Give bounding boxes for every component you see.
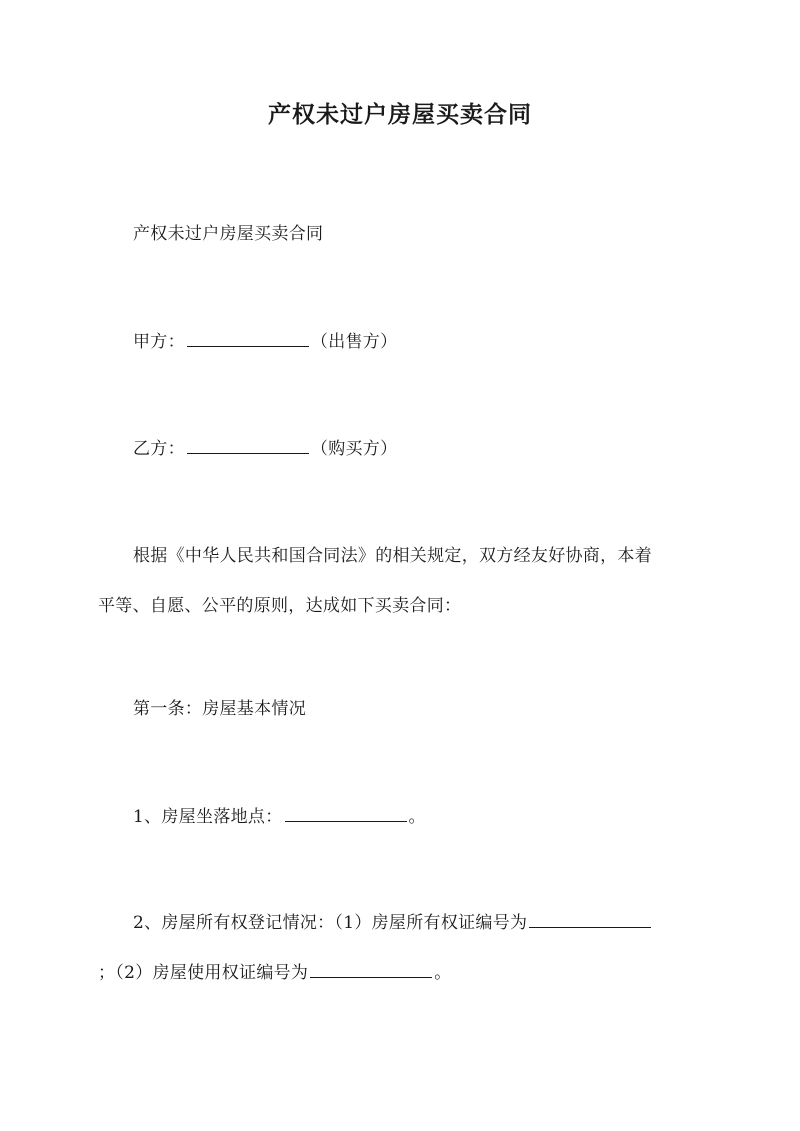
party-a-line: [133, 327, 397, 352]
document-subtitle: 产权未过户房屋买卖合同: [133, 224, 324, 244]
party-a-blank: [187, 328, 309, 347]
preamble-line-1: 根据《中华人民共和国合同法》的相关规定，双方经友好协商，本着: [133, 546, 652, 566]
item-2-line-2-end: 。: [434, 963, 452, 983]
article-1-heading: 第一条：房屋基本情况: [133, 699, 306, 719]
preamble-line-2: 平等、自愿、公平的原则，达成如下买卖合同：: [98, 596, 462, 616]
item-2-label: 2、房屋所有权登记情况：（1）房屋所有权证编号为: [133, 913, 528, 933]
item-2-line-2: [98, 958, 452, 983]
party-b-blank: [187, 435, 309, 454]
item-2-blank-1: [529, 909, 651, 928]
party-b-line: [133, 434, 397, 459]
item-1-blank: [285, 803, 407, 822]
item-2-line-1: [133, 908, 653, 933]
party-b-label: 乙方：: [133, 439, 185, 459]
party-a-role: （出售方）: [310, 332, 398, 352]
item-2-blank-2: [310, 959, 432, 978]
party-b-role: （购买方）: [310, 439, 398, 459]
item-1-label: 1、房屋坐落地点：: [133, 807, 283, 827]
item-1-line: [133, 802, 426, 827]
party-a-label: 甲方：: [133, 332, 185, 352]
item-2-line-2-label: ；（2）房屋使用权证编号为: [98, 963, 309, 983]
item-1-end: 。: [408, 807, 426, 827]
document-title: 产权未过户房屋买卖合同: [268, 101, 532, 128]
